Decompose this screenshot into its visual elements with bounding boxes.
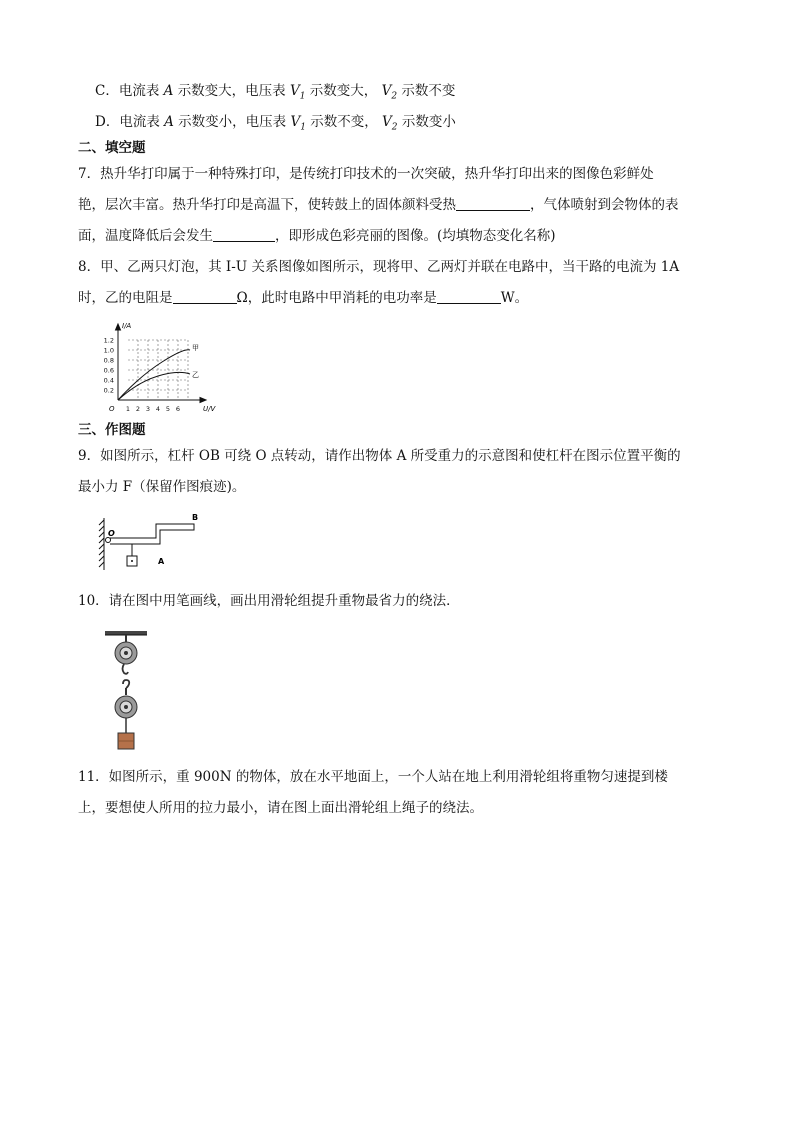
q7-line-1: 7．热升华打印属于一种特殊打印，是传统打印技术的一次突破，热升华打印出来的图像色彩鲜处 (78, 166, 654, 182)
curve-yi (118, 372, 190, 400)
option-c: C．电流表 A 示数变大，电压表 $V_1$ 示数变大， $V_2$ 示数不变 (95, 83, 456, 102)
answer-blank[interactable] (437, 289, 501, 304)
y-tick-label: 0.4 (103, 376, 114, 385)
q8-line-2: 时，乙的电阻是 Ω，此时电路中甲消耗的电功率是 W。 (78, 290, 529, 306)
y-tick-label: 0.8 (103, 356, 114, 365)
x-tick-label: 1 (125, 405, 131, 413)
y-tick-label: 0.2 (103, 386, 114, 395)
lever-ob (110, 524, 194, 544)
x-tick-label: 6 (175, 405, 181, 413)
fixed-pulley (115, 635, 137, 674)
y-tick-label: 0.6 (103, 366, 114, 375)
q11-line-1: 11．如图所示，重 900N 的物体，放在水平地面上，一个人站在地上利用滑轮组将重物匀速提到楼 (78, 769, 668, 785)
series-label-yi: 乙 (192, 371, 199, 379)
wall (99, 518, 104, 570)
y-axis-label: I/A (122, 322, 132, 330)
answer-blank[interactable] (456, 196, 530, 211)
option-d: D．电流表 A 示数变小，电压表 $V_1$ 示数不变， $V_2$ 示数变小 (95, 114, 456, 133)
q9-line-2: 最小力 F（保留作图痕迹)。 (78, 479, 246, 495)
y-tick-label: 1.0 (103, 346, 114, 355)
series-label-jia: 甲 (192, 344, 199, 352)
section-heading-fill-in: 二、填空题 (78, 140, 146, 156)
movable-pulley (115, 680, 137, 733)
object-a-center (131, 560, 133, 562)
ceiling (105, 631, 147, 635)
label-o: O (108, 529, 115, 538)
pulley-figure (100, 628, 150, 753)
answer-blank[interactable] (173, 289, 237, 304)
q8-line-1: 8．甲、乙两只灯泡，其 I-U 关系图像如图所示，现将甲、乙两灯并联在电路中，当干路的电流为 1A (78, 259, 680, 275)
iu-graph (100, 318, 225, 415)
answer-blank[interactable] (213, 227, 275, 242)
y-tick-label: 1.2 (103, 336, 114, 345)
x-tick-label: 4 (155, 405, 161, 413)
x-tick-label: 5 (165, 405, 171, 413)
label-a: A (158, 557, 165, 566)
origin-label: O (109, 405, 115, 413)
q7-line-3: 面，温度降低后会发生 ，即形成色彩亮丽的图像。(均填物态变化名称) (78, 228, 556, 244)
pivot (106, 538, 111, 543)
q10-line-1: 10．请在图中用笔画线，画出用滑轮组提升重物最省力的绕法． (78, 593, 460, 609)
x-axis-label: U/V (203, 405, 216, 413)
lever-figure (96, 510, 208, 572)
x-tick-label: 3 (145, 405, 151, 413)
q11-line-2: 上，要想使人所用的拉力最小，请在图上面出滑轮组上绳子的绕法。 (78, 800, 483, 816)
q9-line-1: 9．如图所示，杠杆 OB 可绕 O 点转动，请作出物体 A 所受重力的示意图和使杠杆在图示位置平衡的 (78, 448, 681, 464)
label-b: B (192, 513, 199, 522)
graph-grid (128, 340, 188, 400)
x-tick-label: 2 (135, 405, 141, 413)
curve-jia (118, 350, 190, 400)
section-heading-drawing: 三、作图题 (78, 422, 146, 438)
q7-line-2: 艳，层次丰富。热升华打印是高温下，使转鼓上的固体颜料受热 ，气体喷射到会物体的表 (78, 197, 679, 213)
